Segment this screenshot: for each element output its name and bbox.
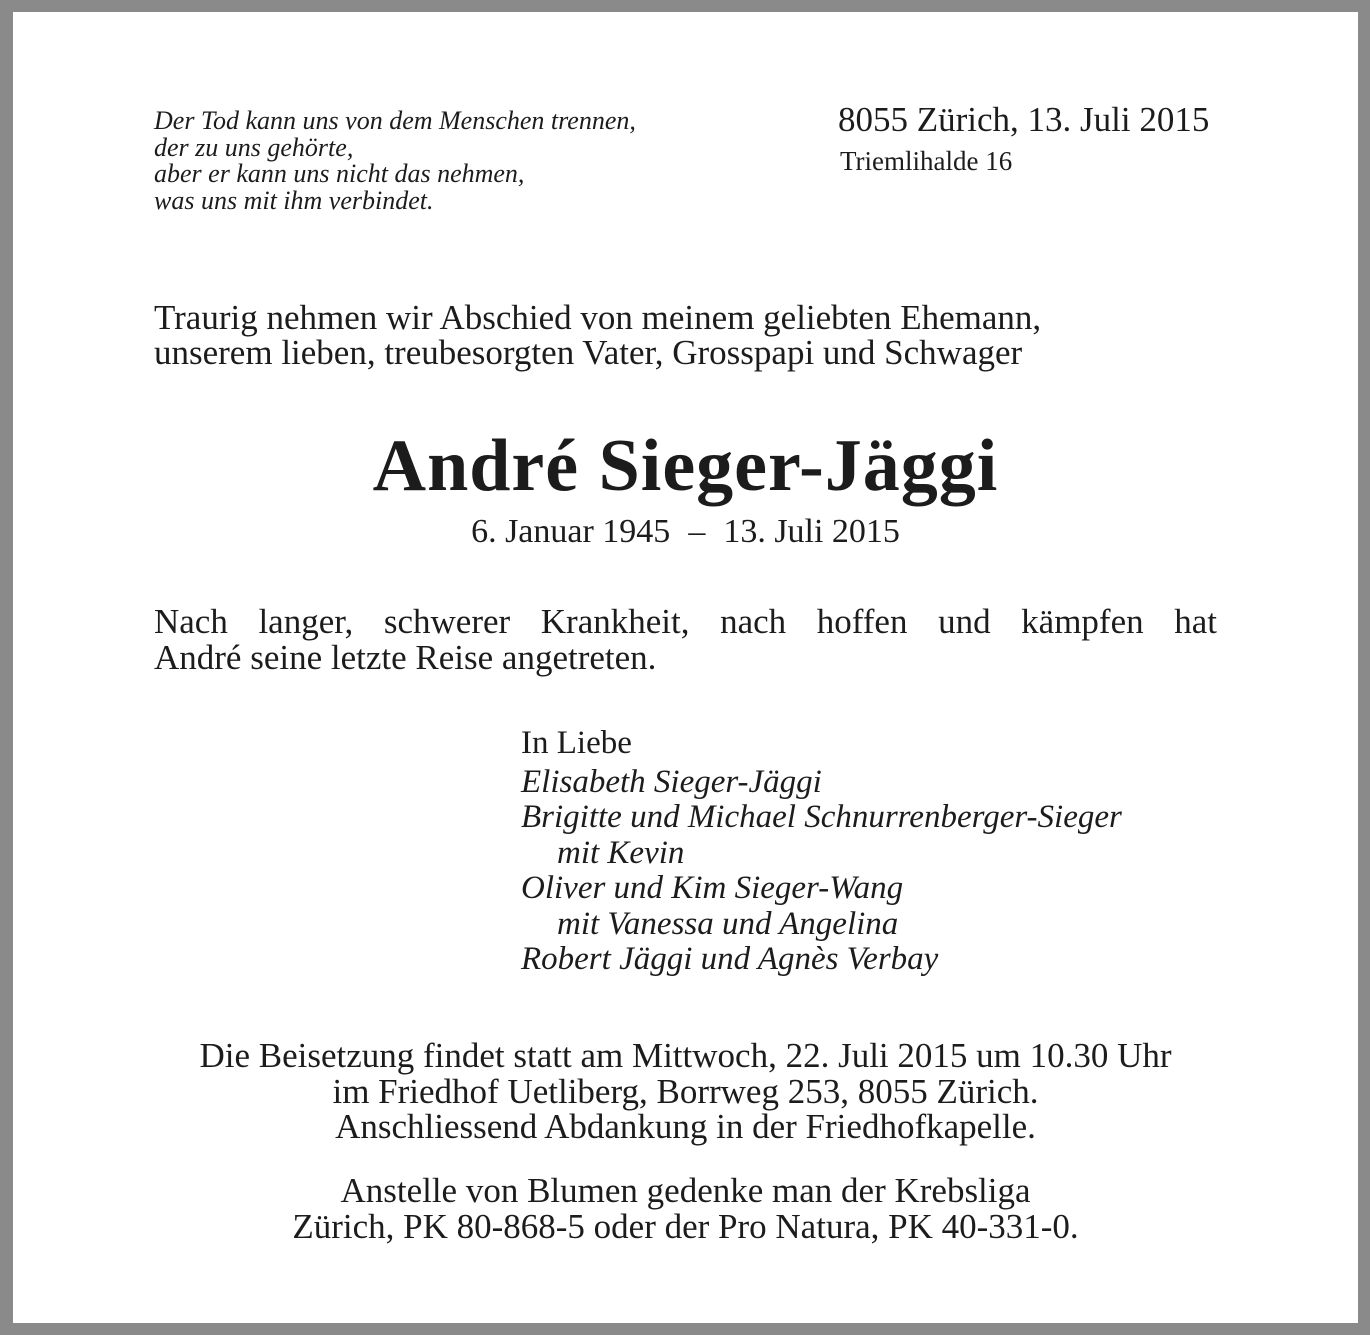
intro-line: Traurig nehmen wir Abschied von meinem geliebten Ehemann,: [154, 298, 1042, 337]
mourner-name: mit Kevin: [557, 834, 685, 871]
motto-quote: [154, 108, 774, 214]
motto-line: der zu uns gehörte,: [154, 132, 354, 162]
donation-line: Zürich, PK 80-868-5 oder der Pro Natura, PK 40-331-0.: [292, 1206, 1079, 1246]
intro-line: unserem lieben, treubesorgten Vater, Grosspapi und Schwager: [154, 333, 1023, 372]
motto-line: Der Tod kann uns von dem Menschen trennen,: [154, 106, 636, 135]
funeral-line: Anschliessend Abdankung in der Friedhofkapelle.: [335, 1107, 1036, 1146]
funeral-info: [13, 1038, 1358, 1145]
mourners-heading: In Liebe: [521, 725, 632, 761]
mourner-name: Brigitte und Michael Schnurrenberger-Sieger: [521, 799, 1122, 835]
address: Triemlihalde 16: [840, 146, 1013, 176]
mourners-list: [521, 726, 1122, 978]
intro-text: [154, 300, 1219, 370]
motto-line: was uns mit ihm verbindet.: [154, 185, 434, 215]
deceased-name: André Sieger-Jäggi: [372, 425, 999, 507]
mourner-names: [521, 765, 1122, 978]
farewell-message: [154, 604, 1217, 676]
mourner-name: Oliver und Kim Sieger-Wang: [521, 870, 904, 906]
mourner-name: Elisabeth Sieger-Jäggi: [521, 763, 822, 800]
motto-line: aber er kann uns nicht das nehmen,: [154, 159, 525, 188]
death-date: 13. Juli 2015: [723, 513, 900, 550]
funeral-line: im Friedhof Uetliberg, Borrweg 253, 8055 Zürich.: [332, 1071, 1039, 1111]
obituary-page: [13, 12, 1358, 1323]
birth-date: 6. Januar 1945: [471, 513, 671, 550]
donation-info: [13, 1173, 1358, 1244]
donation-line: Anstelle von Blumen gedenke man der Krebsliga: [340, 1171, 1031, 1210]
message-line: Nach langer, schwerer Krankheit, nach hoffen und kämpfen hat: [154, 602, 1217, 641]
place-date: 8055 Zürich, 13. Juli 2015: [838, 100, 1210, 139]
life-dates: [13, 512, 1358, 552]
date-separator: –: [688, 513, 706, 550]
message-line: André seine letzte Reise angetreten.: [154, 638, 657, 677]
mourner-name: mit Vanessa und Angelina: [557, 905, 899, 942]
funeral-line: Die Beisetzung findet statt am Mittwoch, 22. Juli 2015 um 10.30 Uhr: [199, 1036, 1172, 1075]
mourner-name: Robert Jäggi und Agnès Verbay: [521, 941, 939, 977]
